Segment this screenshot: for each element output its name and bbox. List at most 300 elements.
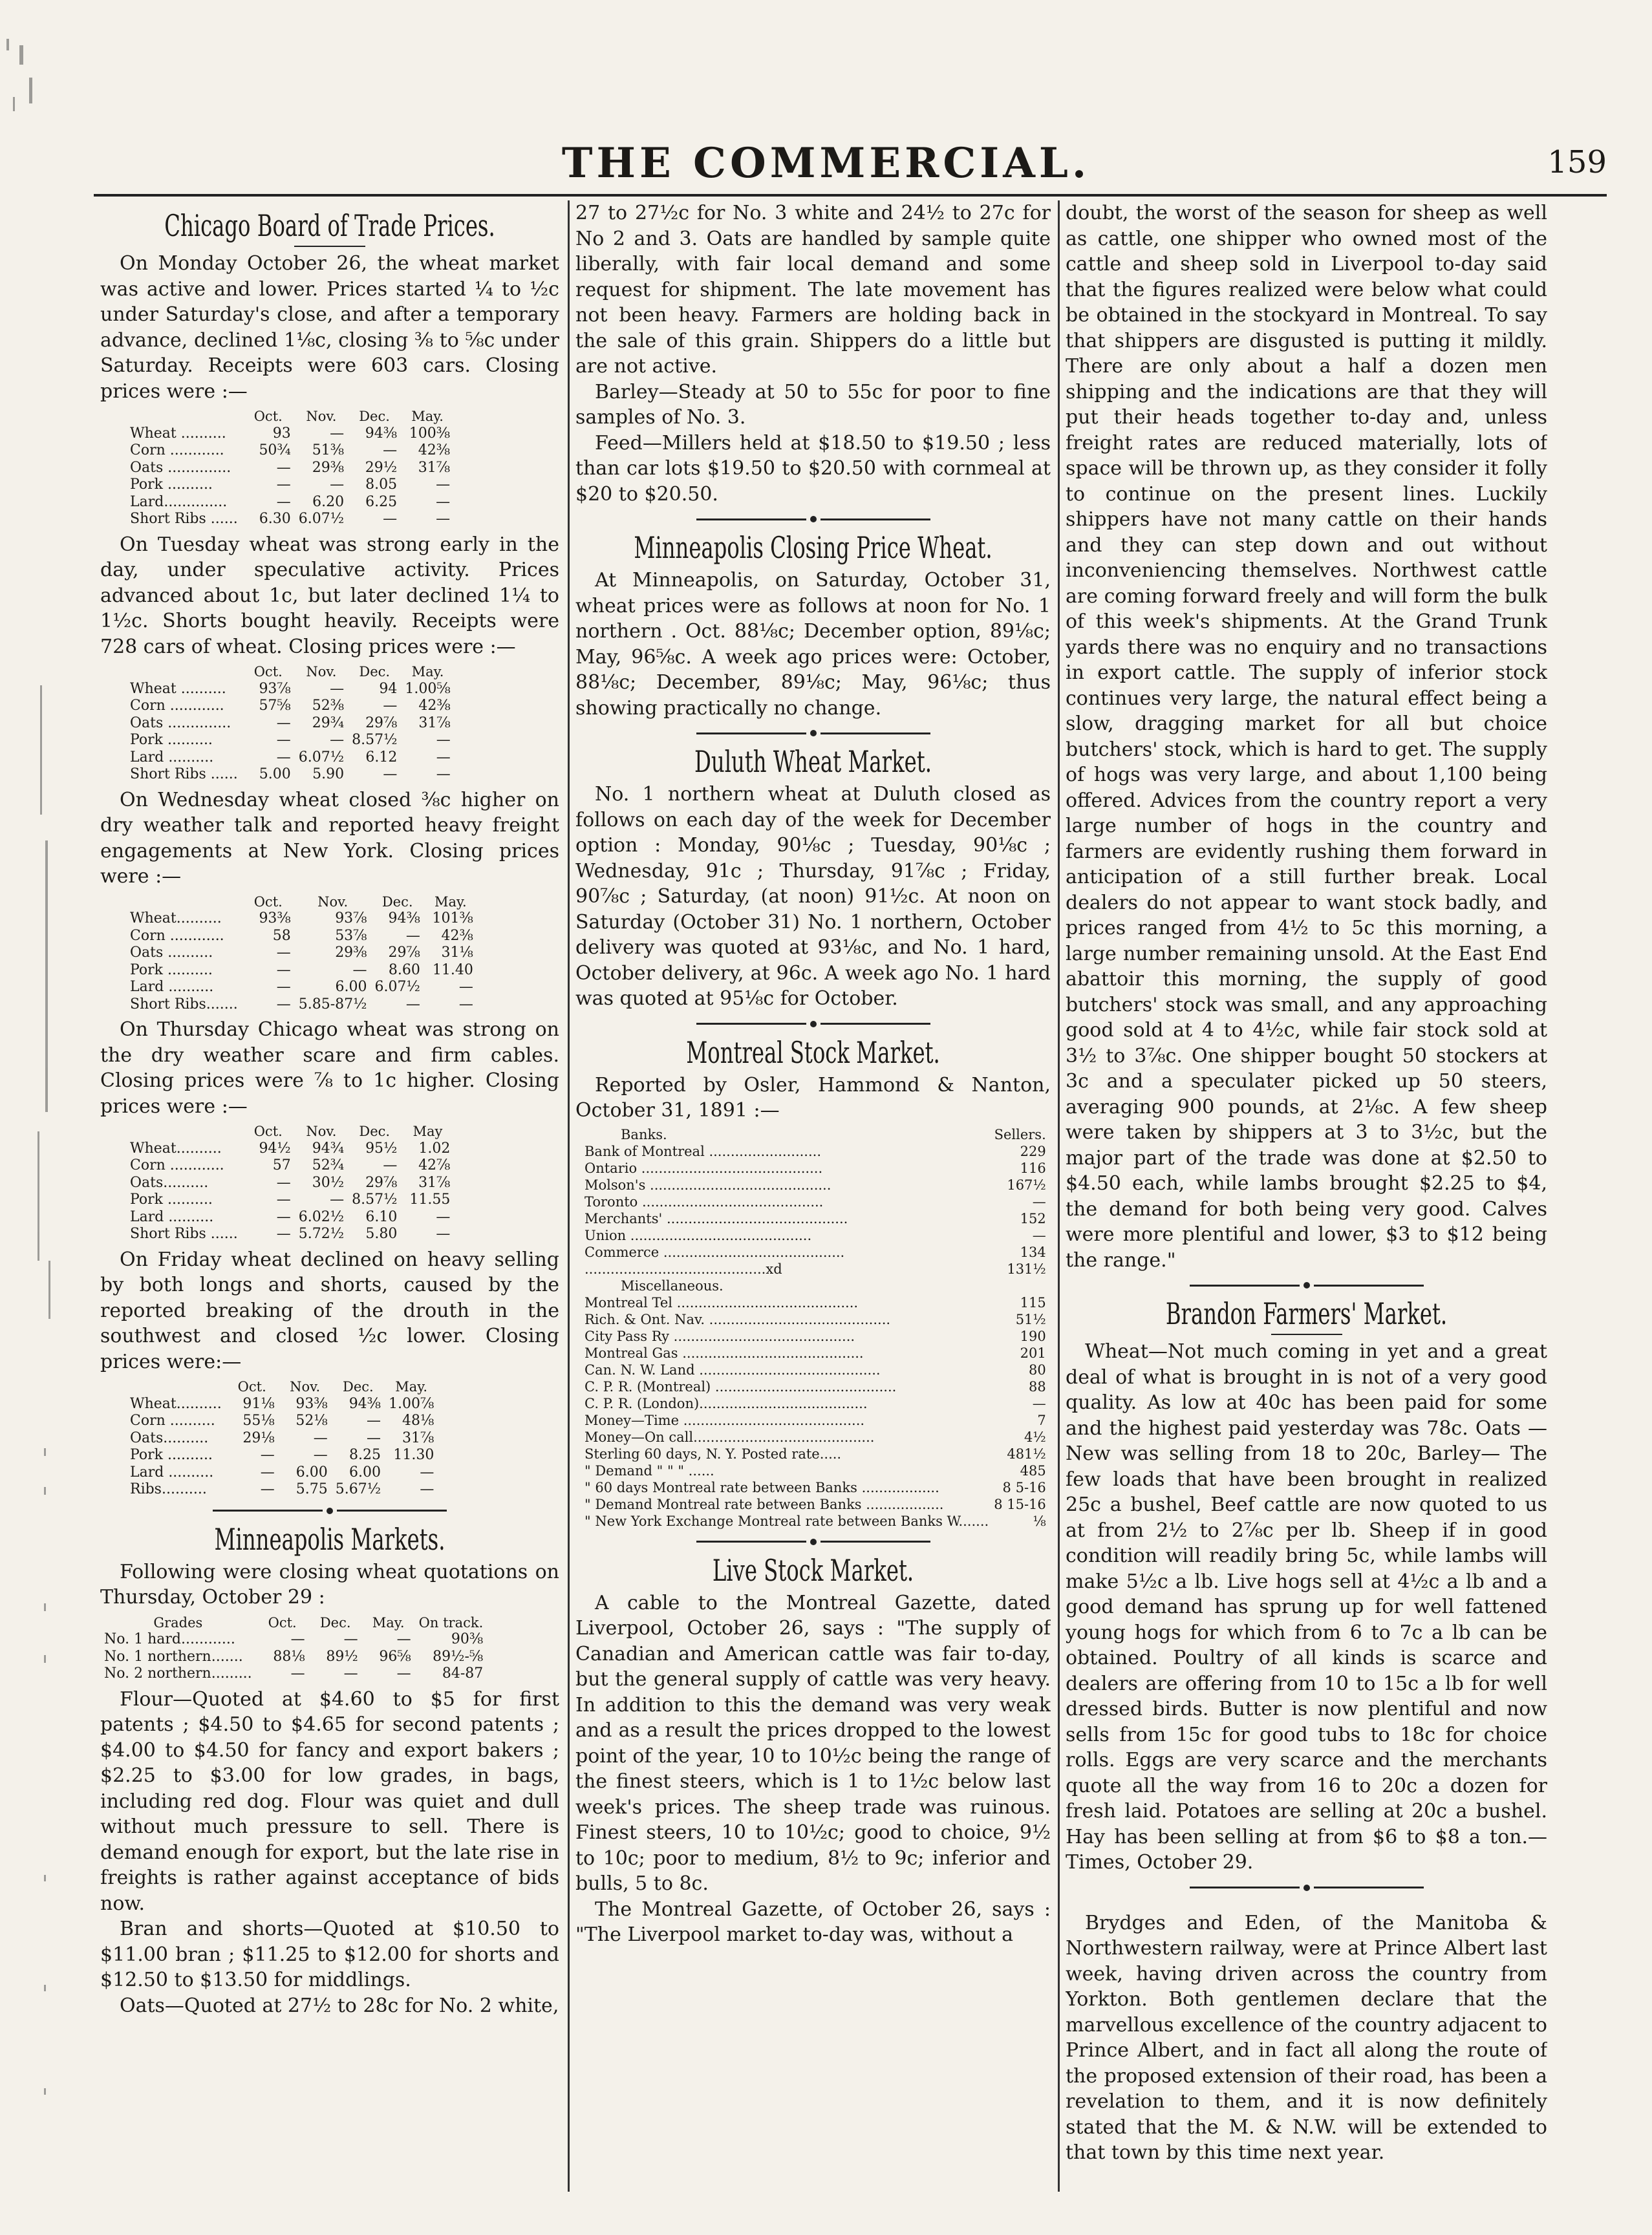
price-table-thursday	[126, 1123, 454, 1243]
column-header: Oct.	[253, 664, 283, 679]
row-label: Money—On call..........................................	[585, 1429, 875, 1445]
table-row	[582, 1362, 1051, 1378]
table-cell: 7	[1037, 1412, 1046, 1428]
table-cell: —	[436, 1208, 451, 1225]
column-header: Oct.	[253, 409, 283, 424]
table-cell: 55⅛	[242, 1413, 275, 1429]
paragraph: Brydges and Eden, of the Manitoba & Northwestern railway, were at Prince Albert last week, having driven across the country from Yorkton. Both gentlemen declare that the marvellous excellence of the country adjacent to Prince Albert, and in fact all along the route of the proposed extension of their road, has been a revelation to them, and it is now definitely stated that the M. & N.W. will be extended to that town by this time next year.	[1066, 1911, 1547, 2164]
table-cell: 31⅞	[418, 714, 451, 731]
page-number: 159	[1547, 144, 1607, 180]
table-row	[126, 928, 477, 945]
table-cell: 8.05	[365, 476, 398, 493]
table-cell: —	[436, 766, 451, 782]
column-header: Nov.	[306, 1124, 337, 1139]
column-header: Dec.	[359, 664, 391, 679]
column-header: Dec.	[319, 1614, 351, 1631]
column-header: May.	[395, 1379, 428, 1395]
table-cell: 57	[272, 1157, 291, 1173]
table-cell: —	[276, 459, 291, 476]
table-cell: 5.85-87½	[298, 996, 367, 1012]
table-cell: —	[1032, 1227, 1046, 1243]
table-cell: —	[276, 1208, 291, 1225]
column-header: Nov.	[290, 1379, 321, 1395]
table-cell: 6.30	[259, 511, 291, 527]
table-cell: 94⅜	[365, 425, 398, 442]
column-header: Oct.	[268, 1614, 297, 1631]
column-header	[126, 1378, 226, 1396]
row-label: Pork ..........	[130, 961, 213, 978]
column-header: Nov.	[306, 409, 337, 424]
table-header	[126, 893, 477, 911]
column-header: May.	[434, 893, 467, 910]
table-cell: 31⅞	[402, 1429, 434, 1446]
row-label: Money—Time ..........................................	[585, 1412, 865, 1428]
table-cell: —	[383, 511, 398, 527]
price-table-minneapolis	[100, 1614, 487, 1683]
paragraph: At Minneapolis, on Saturday, October 31, wheat prices were as follows at noon for No. 1 northern . Oct. 88⅛c; December option, 89⅛c; May, 96⅝c. A week ago prices were: October, 88⅛c; December, 89⅛c; May, 96⅛c; thus showing practically no change.	[575, 569, 1051, 720]
table-cell: 42⅜	[418, 698, 451, 714]
row-label: Bank of Montreal ..........................	[585, 1143, 822, 1159]
table-cell: ⅛	[1033, 1513, 1046, 1529]
table-cell: 52¾	[312, 1157, 345, 1173]
row-label: Lard ..........	[130, 1464, 214, 1481]
section-separator	[1066, 1885, 1547, 1891]
row-label: Pork ..........	[130, 1192, 213, 1208]
table-cell: —	[343, 1631, 358, 1647]
table-row	[126, 1413, 438, 1430]
table-cell: 93⅜	[295, 1395, 328, 1412]
row-label: Corn ............	[130, 927, 224, 944]
row-label: Union ..........................................	[585, 1227, 812, 1243]
row-label: Wheat ..........	[130, 425, 226, 442]
table-cell: —	[367, 1413, 381, 1429]
row-label: Pork ..........	[130, 476, 213, 493]
column-header: Dec.	[381, 893, 413, 910]
stock-table	[582, 1126, 1051, 1530]
column-header: Oct.	[253, 893, 283, 910]
table-row	[126, 962, 477, 979]
row-label: Rich. & Ont. Nav. ..........................................	[585, 1311, 891, 1327]
row-label: " Demand " " " ......	[585, 1462, 714, 1479]
table-cell: 80	[1029, 1362, 1046, 1378]
table-row	[582, 1143, 1051, 1160]
section-separator	[575, 516, 1051, 522]
table-cell: —	[276, 979, 291, 995]
row-label: Oats..........	[130, 1429, 209, 1446]
table-row	[582, 1496, 1051, 1513]
table-cell: —	[367, 1429, 381, 1446]
row-label: Lard ..........	[130, 1208, 214, 1225]
row-label: Oats ..............	[130, 714, 231, 731]
column-header: May.	[372, 1614, 405, 1631]
section-separator	[1066, 1282, 1547, 1289]
table-row	[126, 732, 455, 749]
masthead-rule	[94, 194, 1607, 197]
row-label: Can. N. W. Land ..........................................	[585, 1362, 881, 1378]
table-cell: 481½	[1007, 1446, 1046, 1462]
column-header: May.	[411, 664, 444, 679]
table-cell: 42⅜	[418, 442, 451, 458]
row-label: Montreal Tel ..........................................	[585, 1294, 859, 1310]
table-cell: —	[383, 442, 398, 458]
table-cell: 58	[272, 927, 291, 944]
table-cell: —	[313, 1429, 328, 1446]
table-row	[582, 1311, 1051, 1328]
table-cell	[1049, 1462, 1051, 1479]
table-cell: —	[276, 1174, 291, 1191]
table-cell	[1049, 1479, 1051, 1496]
table-cell	[1049, 1496, 1051, 1513]
column-header: Oct.	[253, 1124, 283, 1139]
table-row	[100, 1665, 487, 1683]
table-cell: 11.40	[432, 961, 473, 978]
table-row	[582, 1412, 1051, 1429]
row-label: Wheat..........	[130, 910, 222, 926]
table-cell: 5.67½	[335, 1481, 381, 1497]
table-cell: 96⅝	[379, 1648, 411, 1665]
table-row	[582, 1345, 1051, 1362]
table-cell: 8 5-16	[1002, 1479, 1046, 1495]
table-cell	[1049, 1311, 1051, 1328]
table-cell: 6.20	[312, 493, 345, 510]
table-cell: —	[458, 996, 473, 1012]
table-row	[126, 910, 477, 928]
table-cell: —	[436, 476, 451, 493]
table-cell: 115	[1020, 1294, 1046, 1310]
table-cell	[1049, 1395, 1051, 1412]
table-cell: 116	[1020, 1160, 1046, 1176]
row-label: Corn ............	[130, 442, 224, 458]
price-table-monday	[126, 408, 454, 528]
table-cell: 29⅛	[242, 1429, 275, 1446]
table-cell: —	[276, 476, 291, 493]
table-cell: 11.55	[409, 1192, 451, 1208]
table-cell: 1.00⅝	[405, 680, 451, 697]
table-cell: 6.10	[365, 1208, 398, 1225]
table-cell: —	[276, 749, 291, 765]
table-cell: 6.12	[365, 749, 398, 765]
price-table-friday	[126, 1378, 438, 1499]
table-cell	[1049, 1210, 1051, 1227]
column-header	[126, 663, 242, 681]
table-cell: 29½	[365, 459, 398, 476]
table-cell: 50¾	[259, 442, 291, 458]
row-label: Oats ..........	[130, 945, 213, 961]
table-row	[126, 749, 455, 767]
table-cell: 29¾	[312, 714, 345, 731]
table-cell: 52⅜	[312, 698, 345, 714]
table-cell: —	[436, 1226, 451, 1242]
table-cell: 88⅛	[273, 1648, 305, 1665]
table-cell: 30½	[312, 1174, 345, 1191]
row-label: Miscellaneous.	[621, 1278, 724, 1294]
table-cell: 94⅜	[388, 910, 420, 926]
row-label: Ribs..........	[130, 1481, 207, 1497]
table-row	[126, 494, 454, 511]
table-row	[100, 1649, 487, 1666]
table-cell: 88	[1029, 1378, 1046, 1395]
table-cell: —	[405, 927, 420, 944]
row-label: No. 2 northern.........	[104, 1665, 252, 1682]
row-label: Montreal Gas ..........................................	[585, 1345, 864, 1361]
paragraph: 27 to 27½c for No. 3 white and 24½ to 27c for No 2 and 3. Oats are handled by sample quite liberally, with fair local demand and some request for shipment. The late movement has not been heavy. Farmers are holding back in the sale of this grain. Shippers do a little but are not active.	[575, 202, 1051, 378]
table-cell: 29⅞	[365, 714, 398, 731]
table-cell: —	[276, 493, 291, 510]
column-header	[126, 893, 242, 911]
table-cell: 51⅜	[312, 442, 345, 458]
table-cell: 6.25	[365, 493, 398, 510]
row-label: Pork ..........	[130, 1447, 213, 1463]
column-header: Dec.	[359, 409, 390, 424]
table-header	[100, 1614, 487, 1632]
paragraph: Bran and shorts—Quoted at $10.50 to $11.00 bran ; $11.25 to $12.00 for shorts and $12.50 to $13.50 for middlings.	[100, 1918, 559, 1991]
table-cell	[1049, 1328, 1051, 1345]
table-row	[126, 945, 477, 962]
table-cell: —	[458, 979, 473, 995]
table-cell	[1049, 1227, 1051, 1244]
table-cell	[1049, 1143, 1051, 1160]
row-label: C. P. R. (Montreal) ..........................................	[585, 1378, 897, 1395]
table-cell: 29⅞	[365, 1174, 398, 1191]
table-row	[126, 1226, 454, 1243]
table-cell: 8.57½	[352, 1192, 398, 1208]
section-heading-minneapolis-closing: Minneapolis Closing Price Wheat.	[634, 530, 992, 565]
heading-rule	[294, 246, 365, 247]
column-header: May	[413, 1124, 443, 1139]
paragraph: On Tuesday wheat was strong early in the day, under speculative activity. Prices advanced about 1c, but later declined 1¼ to 1½c. Shorts bought heavily. Receipts were 728 cars of wheat. Closing prices were :—	[100, 533, 559, 658]
row-label: Ontario ..........................................	[585, 1160, 823, 1176]
table-cell: Sellers.	[994, 1126, 1046, 1142]
table-cell: —	[420, 1481, 434, 1497]
table-cell: 31⅞	[418, 1174, 451, 1191]
row-label: Merchants' ..........................................	[585, 1210, 848, 1226]
row-label: No. 1 northern.......	[104, 1648, 243, 1665]
column-header: Nov.	[317, 893, 349, 910]
table-cell	[1049, 1177, 1051, 1193]
table-cell: 91⅛	[242, 1395, 275, 1412]
table-cell: —	[276, 732, 291, 748]
table-cell	[1049, 1193, 1051, 1210]
table-cell: 93⅞	[335, 910, 367, 926]
table-cell	[1049, 1160, 1051, 1177]
table-cell: —	[396, 1665, 411, 1682]
table-cell: 201	[1020, 1345, 1046, 1361]
table-cell: 95½	[365, 1140, 398, 1157]
table-cell: 131½	[1007, 1261, 1046, 1277]
section-separator	[575, 1021, 1051, 1027]
table-row	[126, 1140, 454, 1158]
column-1	[100, 200, 559, 2205]
table-cell: 485	[1020, 1462, 1046, 1479]
table-cell: —	[330, 732, 345, 748]
table-cell: 152	[1020, 1210, 1046, 1226]
paragraph: Wheat—Not much coming in yet and a great deal of what is brought in is not of a very good quality. As low at 40c has been paid for some and the highest paid yesterday was 78c. Oats —New was selling from 18 to 20c, Barley— The few loads that have been brought in realized 25c a bushel, Beef cattle are now quoted to us at from 2½ to 2⅞c per lb. Sheep if in good condition will readily bring 5c, while lambs will make 5½c a lb. Live hogs sell at 4½c a lb and a good demand has sprung up for well fattened young hogs for which from 6 to 7c a lb can be obtained. Poultry of all kinds is scarce and dealers are offering from 10 to 15c a lb for well dressed birds. Butter is now plentiful and now sells from 15c for good tubs to 18c for choice rolls. Eggs are very scarce and the merchants quote all the way from 16 to 20c a dozen for fresh laid. Potatoes are selling at 20c a bushel. Hay has been selling at from $6 to $8 a ton.—Times, October 29.	[1066, 1340, 1547, 1874]
table-cell: 94⅜	[349, 1395, 381, 1412]
row-label: Wheat..........	[130, 1395, 222, 1412]
table-cell: 93⅜	[259, 910, 291, 926]
table-header	[582, 1126, 1051, 1143]
column-divider	[568, 200, 570, 2192]
table-header	[126, 663, 455, 681]
row-label: Corn ............	[130, 698, 224, 714]
column-header: Dec.	[359, 1124, 391, 1139]
table-row	[126, 1157, 454, 1175]
paragraph: The Montreal Gazette, of October 26, says : "The Liverpool market to-day was, without a	[575, 1898, 1051, 1946]
paragraph: Reported by Osler, Hammond & Nanton, October 31, 1891 :—	[575, 1073, 1051, 1122]
paragraph: On Monday October 26, the wheat market was active and lower. Prices started ¼ to ½c under Saturday's close, and after a temporary advance, declined 1⅛c, closing ⅜ to ⅝c under Saturday. Receipts were 603 cars. Closing prices were :—	[100, 252, 559, 403]
section-separator	[100, 1508, 559, 1514]
table-cell: 52⅛	[295, 1413, 328, 1429]
column-header: Nov.	[306, 664, 337, 679]
table-row	[582, 1227, 1051, 1244]
table-row	[126, 1447, 438, 1464]
table-row	[582, 1462, 1051, 1479]
table-cell: 6.07½	[374, 979, 420, 995]
paragraph: Following were closing wheat quotations on Thursday, October 29 :	[100, 1560, 559, 1609]
row-label: C. P. R. (London).......................................	[585, 1395, 868, 1411]
table-row	[126, 715, 455, 733]
price-table-tuesday	[126, 663, 455, 784]
newspaper-title: THE COMMERCIAL.	[561, 139, 1091, 187]
table-cell: 48⅛	[402, 1413, 434, 1429]
paragraph: Oats—Quoted at 27½ to 28c for No. 2 white,	[120, 1994, 559, 2017]
table-subheader	[582, 1278, 1051, 1294]
table-cell: 1.00⅞	[389, 1395, 434, 1412]
table-cell: —	[290, 1665, 305, 1682]
table-cell: 100⅜	[409, 425, 451, 442]
row-label: Corn ..........	[130, 1413, 215, 1429]
table-cell: —	[330, 425, 345, 442]
table-cell: 8.25	[349, 1447, 381, 1463]
table-cell: 6.07½	[298, 511, 345, 527]
paragraph: Feed—Millers held at $18.50 to $19.50 ; less than car lots $19.50 to $20.50 with cornmeal at $20 to $20.50.	[575, 431, 1051, 506]
section-heading-brandon: Brandon Farmers' Market.	[1165, 1296, 1448, 1331]
row-label: Lard ..........	[130, 749, 214, 765]
table-cell: —	[330, 1192, 345, 1208]
section-heading-chicago: Chicago Board of Trade Prices.	[164, 208, 495, 243]
table-cell	[1049, 1412, 1051, 1429]
table-cell	[1049, 1294, 1051, 1311]
row-label: Molson's ..........................................	[585, 1177, 831, 1193]
row-label: ..........................................xd	[585, 1261, 782, 1277]
table-cell: 89½-⅝	[433, 1648, 484, 1665]
section-separator	[575, 1539, 1051, 1545]
table-cell: 190	[1020, 1328, 1046, 1344]
table-cell: 90⅜	[451, 1631, 484, 1647]
table-cell: —	[343, 1665, 358, 1682]
table-row	[582, 1479, 1051, 1496]
table-cell: 6.00	[349, 1464, 381, 1481]
row-label: Lard ..........	[130, 979, 214, 995]
table-cell: —	[260, 1481, 275, 1497]
row-label: " New York Exchange Montreal rate between Banks W.......	[585, 1513, 989, 1529]
table-cell	[1049, 1429, 1051, 1446]
table-cell: —	[436, 732, 451, 748]
table-cell: 5.80	[365, 1226, 398, 1242]
table-row	[126, 766, 455, 784]
table-cell: —	[330, 680, 345, 697]
row-label: Short Ribs ......	[130, 511, 238, 527]
table-cell: —	[352, 961, 367, 978]
table-cell: —	[290, 1631, 305, 1647]
column-divider	[1058, 200, 1060, 2192]
row-label: City Pass Ry ..........................................	[585, 1328, 855, 1344]
table-cell: 1.02	[418, 1140, 451, 1157]
row-label: Wheat ..........	[130, 680, 226, 697]
table-cell: —	[383, 1157, 398, 1173]
row-label: " Demand Montreal rate between Banks ..................	[585, 1496, 944, 1512]
table-cell: 93⅞	[259, 680, 291, 697]
table-row	[126, 1464, 438, 1482]
table-row	[582, 1177, 1051, 1193]
masthead	[0, 139, 1652, 187]
section-heading-montreal-stock: Montreal Stock Market.	[686, 1034, 940, 1070]
table-cell: —	[396, 1631, 411, 1647]
paragraph: doubt, the worst of the season for sheep as well as cattle, one shipper who owned most of the cattle and sheep sold in Liverpool to-day said that the figures realized were below what could be obtained in the stockyard in Montreal. To say that shippers are disgusted is putting it mildly. There are only about a half a dozen men shipping and the indications are that they will put their heads together to-day and, unless freight rates are reduced materially, lots of space will be thrown up, as they consider it folly to continue on the present lines. Luckily shippers have not many cattle on their hands and they can step down and out without inconveniencing themselves. Northwest cattle are coming forward freely and will form the bulk of this week's shipments. At the Grand Trunk yards there was no enquiry and no transactions in export cattle. The supply of inferior stock continues very large, the natural effect being a slow, dragging market for all but choice butchers' stock, which is hard to get. The supply of hogs was very large, and about 1,100 being offered. Advices from the country report a very large number of hogs in the country and farmers are evidently rushing them forward in anticipation of a still further break. Local dealers do not appear to want stock badly, and prices ranged from 4½ to 5c this morning, a large number remaining unsold. At the East End abattoir this morning, the supply of good butchers' stock was small, and any approaching good sold at 4 to 4½c, while fair stock sold at 3½ to 3⅞c. One shipper bought 50 stockers at 3c and a speculater picked up 50 steers, averaging 900 pounds, at 2⅛c. A few sheep were taken by shippers at 3 to 3½c, but the major part of the trade was done at $2.50 to $4.50 each, while lambs brought $2.25 to $4, the demand for both being very good. Calves were more plentiful and lower, $3 to $12 being the range."	[1066, 202, 1547, 1272]
section-heading-duluth: Duluth Wheat Market.	[694, 744, 932, 779]
row-label: No. 1 hard............	[104, 1631, 235, 1647]
table-cell: 51½	[1015, 1311, 1046, 1327]
table-header	[126, 408, 454, 425]
table-row	[126, 511, 454, 528]
table-row	[126, 996, 477, 1014]
table-cell: —	[405, 996, 420, 1012]
table-cell	[1049, 1126, 1051, 1143]
table-cell: 29⅞	[388, 945, 420, 961]
row-label: Commerce ..........................................	[585, 1244, 845, 1260]
table-cell: 6.00	[295, 1464, 328, 1481]
table-row	[582, 1513, 1051, 1530]
table-cell: 42⅞	[418, 1157, 451, 1173]
table-cell: —	[260, 1464, 275, 1481]
table-cell: 11.30	[393, 1447, 434, 1463]
table-cell: 31⅞	[418, 459, 451, 476]
table-row	[582, 1395, 1051, 1412]
table-cell	[1049, 1278, 1051, 1294]
row-label: Pork ..........	[130, 732, 213, 748]
table-row	[582, 1294, 1051, 1311]
table-cell	[1049, 1378, 1051, 1395]
table-cell: 229	[1020, 1143, 1046, 1159]
column-header: May.	[411, 409, 444, 424]
table-cell: 134	[1020, 1244, 1046, 1260]
table-cell	[1049, 1513, 1051, 1530]
table-cell: —	[383, 698, 398, 714]
table-row	[582, 1210, 1051, 1227]
table-row	[582, 1429, 1051, 1446]
table-cell	[1049, 1345, 1051, 1362]
table-row	[582, 1446, 1051, 1462]
price-table-wednesday	[126, 893, 477, 1014]
row-label: Short Ribs.......	[130, 996, 238, 1012]
table-cell: —	[1032, 1395, 1046, 1411]
table-header	[126, 1123, 454, 1140]
table-cell: 89½	[326, 1648, 358, 1665]
table-row	[126, 1175, 454, 1192]
table-row	[126, 979, 477, 996]
table-row	[126, 425, 454, 443]
table-cell: 42⅜	[441, 927, 473, 944]
table-row	[582, 1261, 1051, 1278]
table-cell: 29⅜	[312, 459, 345, 476]
column-header	[126, 408, 242, 425]
table-cell: 93	[272, 425, 291, 442]
paragraph: Flour—Quoted at $4.60 to $5 for first patents ; $4.50 to $4.65 for second patents ; $4.00 to $4.50 for fancy and export bakers ; $2.25 to $3.00 for low grades, in bags, including red dog. Flour was quiet and dull without much pressure to sell. There is demand enough for export, but the late rise in freights is rather against acceptance of bids now.	[100, 1687, 559, 1915]
table-cell: 6.02½	[298, 1208, 345, 1225]
table-cell: —	[313, 1447, 328, 1463]
row-label: Corn ............	[130, 1157, 224, 1173]
heading-rule	[1271, 1334, 1342, 1335]
